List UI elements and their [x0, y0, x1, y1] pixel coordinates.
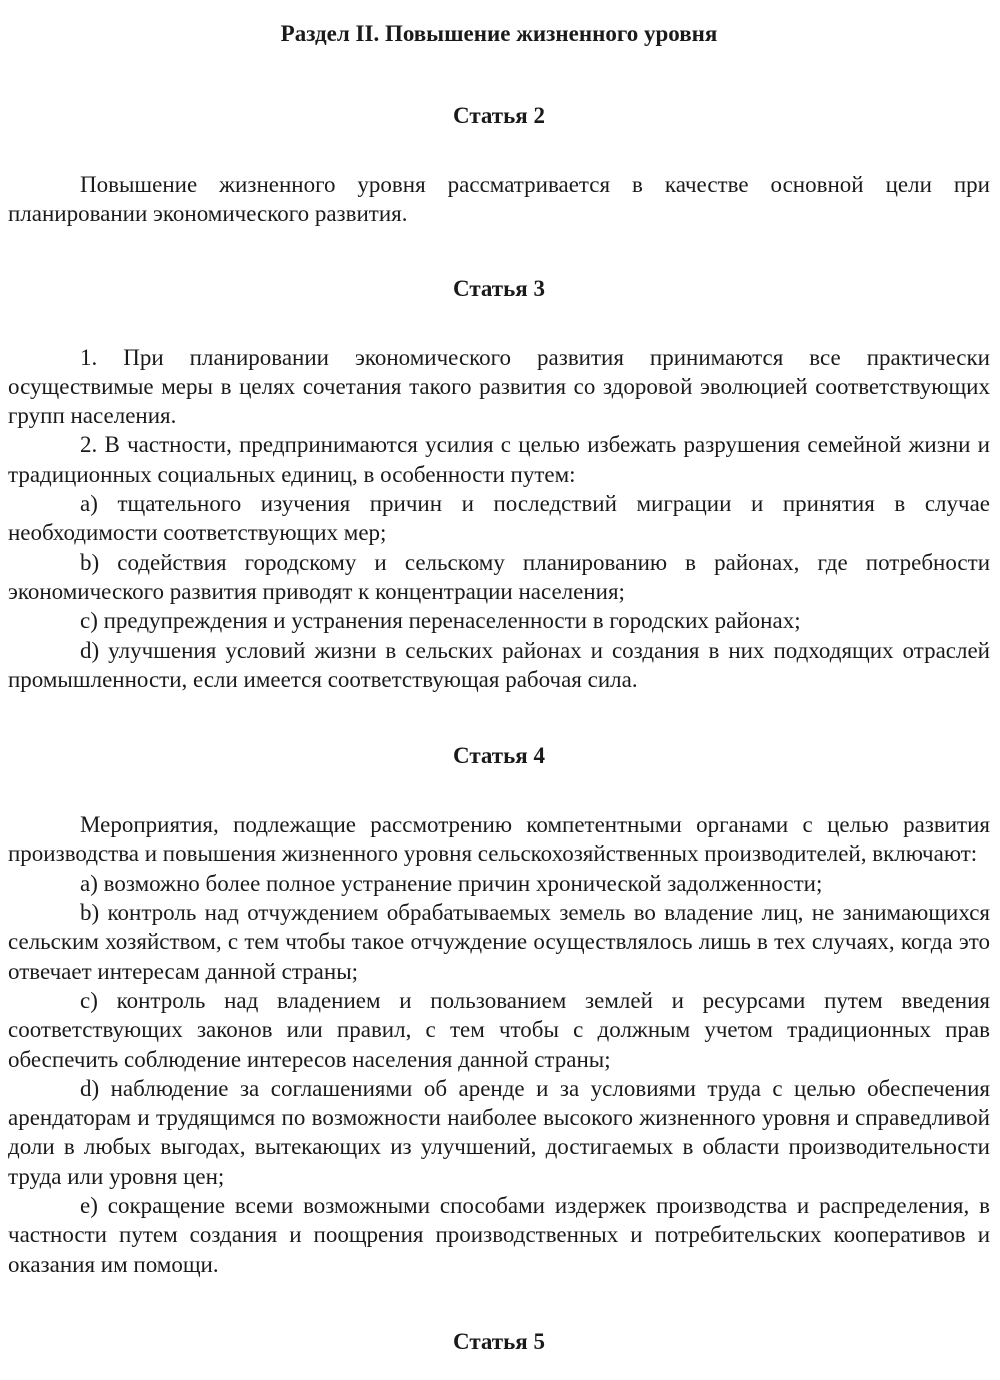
article-4-item-e: e) сокращение всеми возможными способами издержек производства и распределения, в частности путем создания и поощрения производственных и потребительских кооперативов и оказания им помощи.: [8, 1193, 990, 1277]
document-page: [8, 0, 990, 1356]
article-4-paragraph: Мероприятия, подлежащие рассмотрению компетентными органами с целью развития производства и повышения жизненного уровня сельскохозяйственных производителей, включают:: [8, 812, 990, 867]
article-4-item-a: a) возможно более полное устранение причин хронической задолженности;: [80, 870, 823, 896]
article-2-heading: Статья 2: [453, 103, 545, 128]
article-2-paragraph: Повышение жизненного уровня рассматривается в качестве основной цели при планировании экономического развития.: [8, 172, 990, 227]
article-3-paragraph: 1. При планировании экономического развития принимаются все практически осуществимые меры в целях сочетания такого развития со здоровой эволюцией соответствующих групп населения.: [8, 344, 990, 429]
article-4-heading: Статья 4: [453, 743, 545, 769]
article-3-item-c: c) предупреждения и устранения перенаселенности в городских районах;: [80, 608, 801, 634]
article-3-item-a: a) тщательного изучения причин и последствий миграции и принятия в случае необходимости соответствующих мер;: [8, 491, 990, 546]
article-3-paragraph: 2. В частности, предпринимаются усилия с целью избежать разрушения семейной жизни и традиционных социальных единиц, в особенности путем:: [8, 432, 990, 487]
article-4-item-b: b) контроль над отчуждением обрабатываемых земель во владение лиц, не занимающихся сельским хозяйством, с тем чтобы такое отчуждение осуществлялось лишь в тех случаях, когда это отвечает интересам данной страны;: [8, 900, 990, 984]
article-3-item-b: b) содействия городскому и сельскому планированию в районах, где потребности экономического развития приводят к концентрации населения;: [8, 549, 990, 604]
article-3-item-d: d) улучшения условий жизни в сельских районах и создания в них подходящих отраслей промышленности, если имеется соответствующая рабочая сила.: [8, 637, 990, 692]
section-title: Раздел II. Повышение жизненного уровня: [280, 21, 718, 46]
article-4-item-d: d) наблюдение за соглашениями об аренде и за условиями труда с целью обеспечения арендаторам и трудящимся по возможности наиболее высокого жизненного уровня и справедливой доли в любых выгодах, вытекающих из улучшений, достигаемых в области производительности труда или уровня цен;: [8, 1075, 990, 1189]
article-5-heading: Статья 5: [453, 1328, 545, 1354]
article-4-item-c: c) контроль над владением и пользованием землей и ресурсами путем введения соответствующих законов или правил, с тем чтобы с должным учетом традиционных прав обеспечить соблюдение интересов населения данной страны;: [8, 987, 990, 1072]
article-3-heading: Статья 3: [453, 275, 545, 301]
